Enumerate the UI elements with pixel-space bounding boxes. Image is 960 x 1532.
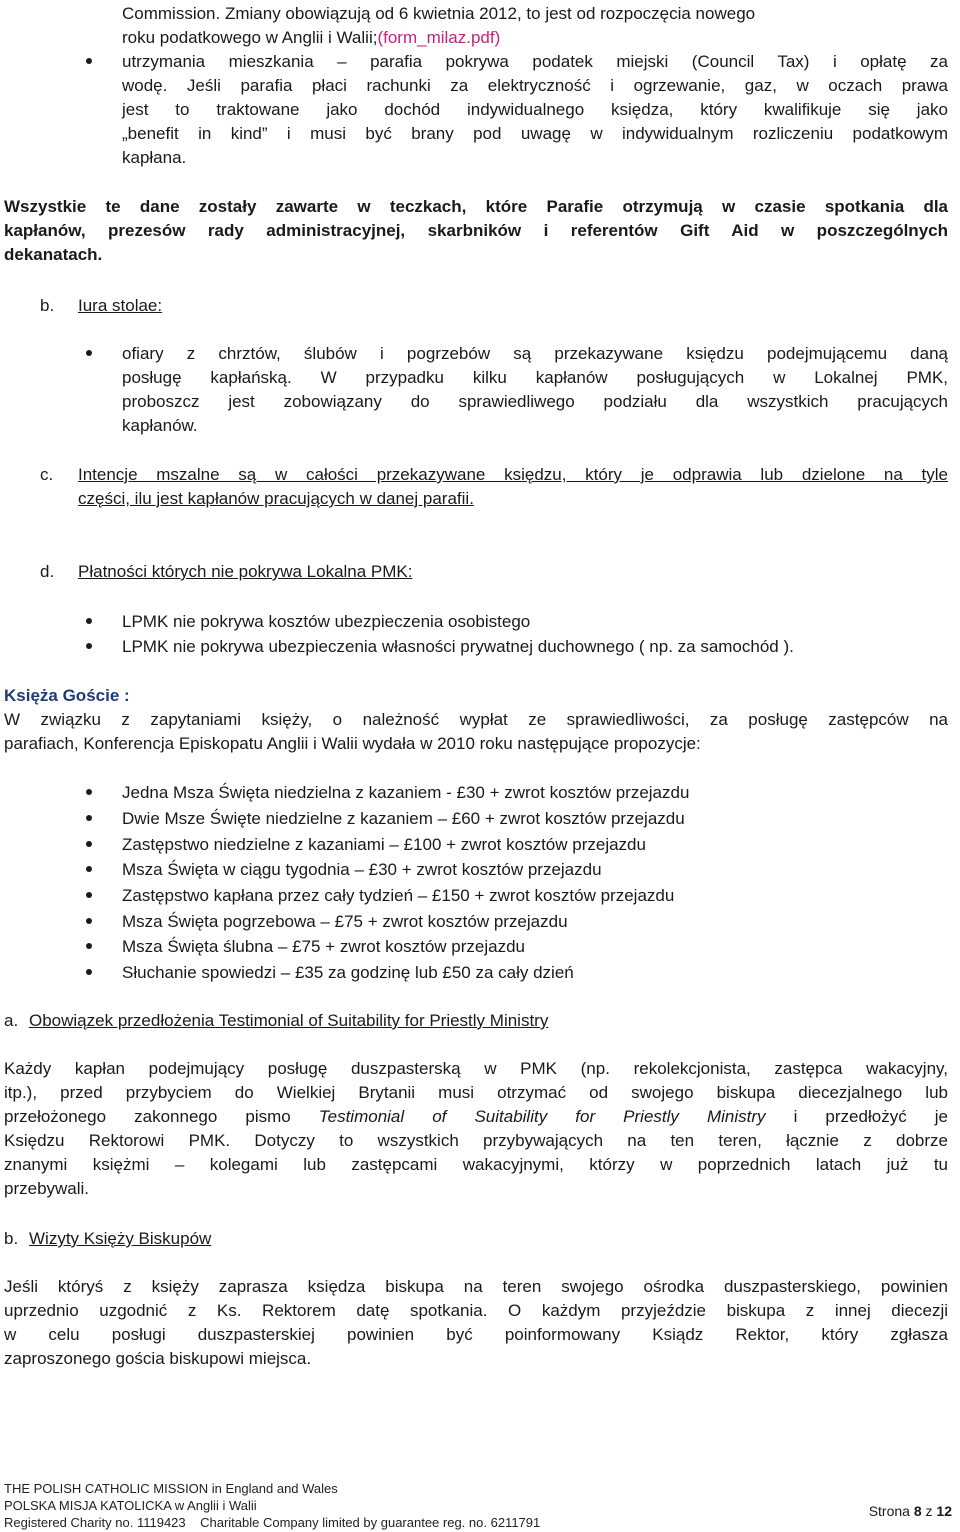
section-d-bullet-2: LPMK nie pokrywa ubezpieczenia własności prywatnej duchownego ( np. za samochód ). xyxy=(122,637,794,656)
guests-bullet-2: Dwie Msze Święte niedzielne z kazaniem – £60 + zwrot kosztów przejazdu xyxy=(122,809,685,828)
section-a2-line-2: itp.), przed przybyciem do Wielkiej Brytanii musi otrzymać od swojego biskupa diecezjalnego lub xyxy=(4,1083,948,1102)
bullet-icon xyxy=(86,841,92,847)
section-b2-line-2: uprzednio uzgodnić z Ks. Rektorem datę spotkania. O każdym przyjeździe biskupa z innej diecezji xyxy=(4,1301,948,1320)
section-b-letter: b. xyxy=(40,296,55,315)
section-b-bullet-line-2: posługę kapłańską. W przypadku kilku kapłanów posługujących w Lokalnej PMK, xyxy=(122,368,948,387)
council-bullet-line-3: jest to traktowane jako dochód indywidualnego księdza, który kwalifikuje się jako xyxy=(122,100,948,119)
bullet-icon xyxy=(86,643,92,649)
section-b2-heading: Wizyty Księży Biskupów xyxy=(29,1229,212,1248)
guests-intro-line-1: W związku z zapytaniami księży, o należność wypłat ze sprawiedliwości, za posługę zastępców na xyxy=(4,710,948,729)
section-b2-line-3: w celu posługi duszpasterskiej powinien być poinformowany Ksiądz Rektor, który zgłasza xyxy=(4,1325,948,1344)
footer-org-en: THE POLISH CATHOLIC MISSION in England and Wales xyxy=(4,1481,338,1496)
section-a2-heading: Obowiązek przedłożenia Testimonial of Suitability for Priestly Ministry xyxy=(29,1011,549,1030)
section-b-heading: Iura stolae: xyxy=(78,296,163,315)
bold-paragraph-line-1: Wszystkie te dane zostały zawarte w teczkach, które Parafie otrzymują w czasie spotkania dla xyxy=(4,197,948,216)
section-b2-line-4: zaproszonego gościa biskupowi miejsca. xyxy=(4,1349,312,1368)
section-a2-line-3 xyxy=(4,1105,948,1129)
bullet-icon xyxy=(86,892,92,898)
bullet-icon xyxy=(86,58,92,64)
footer-company: Charitable Company limited by guarantee reg. no. 6211791 xyxy=(200,1515,541,1530)
section-a2-line-1: Każdy kapłan podejmujący posługę duszpasterską w PMK (np. rekolekcjonista, zastępca wakacyjny, xyxy=(4,1059,948,1078)
guests-intro-line-2: parafiach, Konferencja Episkopatu Anglii i Walii wydała w 2010 roku następujące propozycje: xyxy=(4,734,701,753)
section-b2-line-1: Jeśli któryś z księży zaprasza księdza biskupa na teren swojego ośrodka duszpasterskiego, powinien xyxy=(4,1277,948,1296)
council-bullet-line-2: wodę. Jeśli parafia płaci rachunki za elektryczność i ogrzewanie, gaz, w oczach prawa xyxy=(122,76,948,95)
section-d-letter: d. xyxy=(40,562,55,581)
guests-bullet-7: Msza Święta ślubna – £75 + zwrot kosztów przejazdu xyxy=(122,937,526,956)
council-bullet-line-4: „benefit in kind” i musi być brany pod uwagę w indywidualnym rozliczeniu podatkowym xyxy=(122,124,948,143)
section-b2-letter: b. xyxy=(4,1229,19,1248)
footer-org-pl: POLSKA MISJA KATOLICKA w Anglii i Walii xyxy=(4,1498,257,1513)
form-milaz-link[interactable]: (form_milaz.pdf) xyxy=(377,28,501,47)
bullet-icon xyxy=(86,866,92,872)
bullet-icon xyxy=(86,789,92,795)
section-b-bullet-line-3: proboszcz jest zobowiązany do sprawiedliwego podziału dla wszystkich pracujących xyxy=(122,392,948,411)
top-paragraph-text: roku podatkowego w Anglii i Walii; xyxy=(122,28,378,47)
page-total: 12 xyxy=(936,1503,952,1519)
bold-paragraph-line-3: dekanatach. xyxy=(4,245,103,264)
section-c-line-2: części, ilu jest kapłanów pracujących w danej parafii. xyxy=(78,489,474,508)
bullet-icon xyxy=(86,943,92,949)
top-paragraph-line-2 xyxy=(122,26,500,50)
top-paragraph-line-1: Commission. Zmiany obowiązują od 6 kwietnia 2012, to jest od rozpoczęcia nowego xyxy=(122,4,756,23)
section-d-bullet-1: LPMK nie pokrywa kosztów ubezpieczenia osobistego xyxy=(122,612,531,631)
section-c-letter: c. xyxy=(40,465,54,484)
footer-charity: Registered Charity no. 1119423 xyxy=(4,1515,186,1530)
section-a2-line-5: znanymi księżmi – kolegami lub zastępcami wakacyjnymi, którzy w poprzednich latach już tu xyxy=(4,1155,948,1174)
section-a2-line-4: Księdzu Rektorowi PMK. Dotyczy to wszystkich przybywających na ten teren, łącznie z dobrze xyxy=(4,1131,948,1150)
section-b-bullet-line-1: ofiary z chrztów, ślubów i pogrzebów są przekazywane księdzu podejmującemu daną xyxy=(122,344,948,363)
footer-registration xyxy=(4,1514,540,1531)
bullet-icon xyxy=(86,815,92,821)
guests-bullet-3: Zastępstwo niedzielne z kazaniami – £100 + zwrot kosztów przejazdu xyxy=(122,835,646,854)
page-number xyxy=(869,1502,952,1520)
section-a2-line-3-start: przełożonego zakonnego pismo xyxy=(4,1107,291,1126)
page-current: 8 xyxy=(913,1503,922,1519)
guests-bullet-5: Zastępstwo kapłana przez cały tydzień – £150 + zwrot kosztów przejazdu xyxy=(122,886,675,905)
section-a2-letter: a. xyxy=(4,1011,19,1030)
bullet-icon xyxy=(86,350,92,356)
section-a2-line-6: przebywali. xyxy=(4,1179,90,1198)
section-b-bullet-line-4: kapłanów. xyxy=(122,416,198,435)
bold-paragraph-line-2: kapłanów, prezesów rady administracyjnej, skarbników i referentów Gift Aid w poszczególnych xyxy=(4,221,948,240)
guests-bullet-8: Słuchanie spowiedzi – £35 za godzinę lub £50 za cały dzień xyxy=(122,963,574,982)
testimonial-title: Testimonial of Suitability for Priestly Ministry xyxy=(318,1107,766,1126)
bullet-icon xyxy=(86,618,92,624)
council-bullet-line-5: kapłana. xyxy=(122,148,187,167)
section-d-heading: Płatności których nie pokrywa Lokalna PMK: xyxy=(78,562,413,581)
page-separator: z xyxy=(925,1503,933,1519)
bullet-icon xyxy=(86,918,92,924)
guests-bullet-4: Msza Święta w ciągu tygodnia – £30 + zwrot kosztów przejazdu xyxy=(122,860,602,879)
section-a2-line-3-end: i przedłożyć je xyxy=(793,1107,948,1126)
council-bullet-line-1: utrzymania mieszkania – parafia pokrywa podatek miejski (Council Tax) i opłatę za xyxy=(122,52,948,71)
section-c-line-1: Intencje mszalne są w całości przekazywane księdzu, który je odprawia lub dzielone na tyle xyxy=(78,465,948,484)
guests-bullet-6: Msza Święta pogrzebowa – £75 + zwrot kosztów przejazdu xyxy=(122,912,568,931)
guests-heading: Księża Goście : xyxy=(4,686,130,705)
page-label: Strona xyxy=(868,1503,910,1519)
guests-bullet-1: Jedna Msza Święta niedzielna z kazaniem - £30 + zwrot kosztów przejazdu xyxy=(122,783,690,802)
bullet-icon xyxy=(86,969,92,975)
